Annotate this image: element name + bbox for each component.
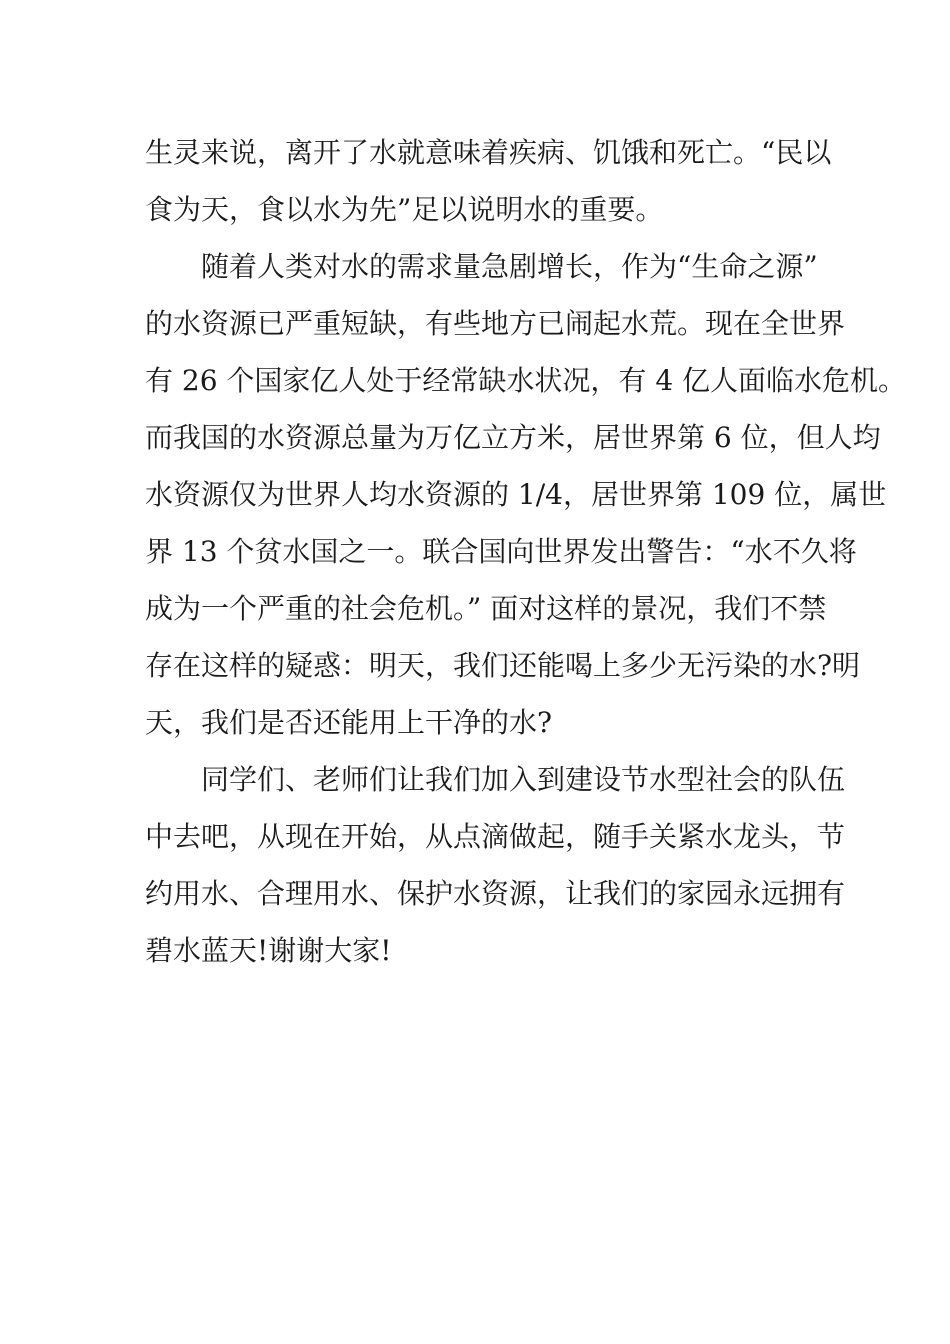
text-line: 中去吧，从现在开始，从点滴做起，随手关紧水龙头，节 [145, 820, 846, 853]
text-line: 碧水蓝天!谢谢大家! [145, 934, 392, 967]
text-line: 成为一个严重的社会危机。” 面对这样的景况，我们不禁 [145, 592, 827, 625]
paragraph-start-line: 同学们、老师们让我们加入到建设节水型社会的队伍 [201, 763, 846, 796]
text-line: 界 13 个贫水国之一。联合国向世界发出警告：“水不久将 [145, 535, 857, 568]
paragraph-start-line: 随着人类对水的需求量急剧增长，作为“生命之源” [201, 250, 818, 283]
text-line: 而我国的水资源总量为万亿立方米，居世界第 6 位，但人均 [145, 421, 881, 454]
text-line: 天，我们是否还能用上干净的水? [145, 706, 553, 739]
text-line: 约用水、合理用水、保护水资源，让我们的家园永远拥有 [145, 877, 846, 910]
text-line: 有 26 个国家亿人处于经常缺水状况，有 4 亿人面临水危机。 [145, 364, 907, 397]
text-line: 的水资源已严重短缺，有些地方已闹起水荒。现在全世界 [145, 307, 846, 340]
text-line: 存在这样的疑惑：明天，我们还能喝上多少无污染的水?明 [145, 649, 861, 682]
text-line: 生灵来说，离开了水就意味着疾病、饥饿和死亡。“民以 [145, 136, 832, 169]
text-line: 食为天，食以水为先”足以说明水的重要。 [145, 193, 664, 226]
text-line: 水资源仅为世界人均水资源的 1/4，居世界第 109 位，属世 [145, 478, 887, 511]
